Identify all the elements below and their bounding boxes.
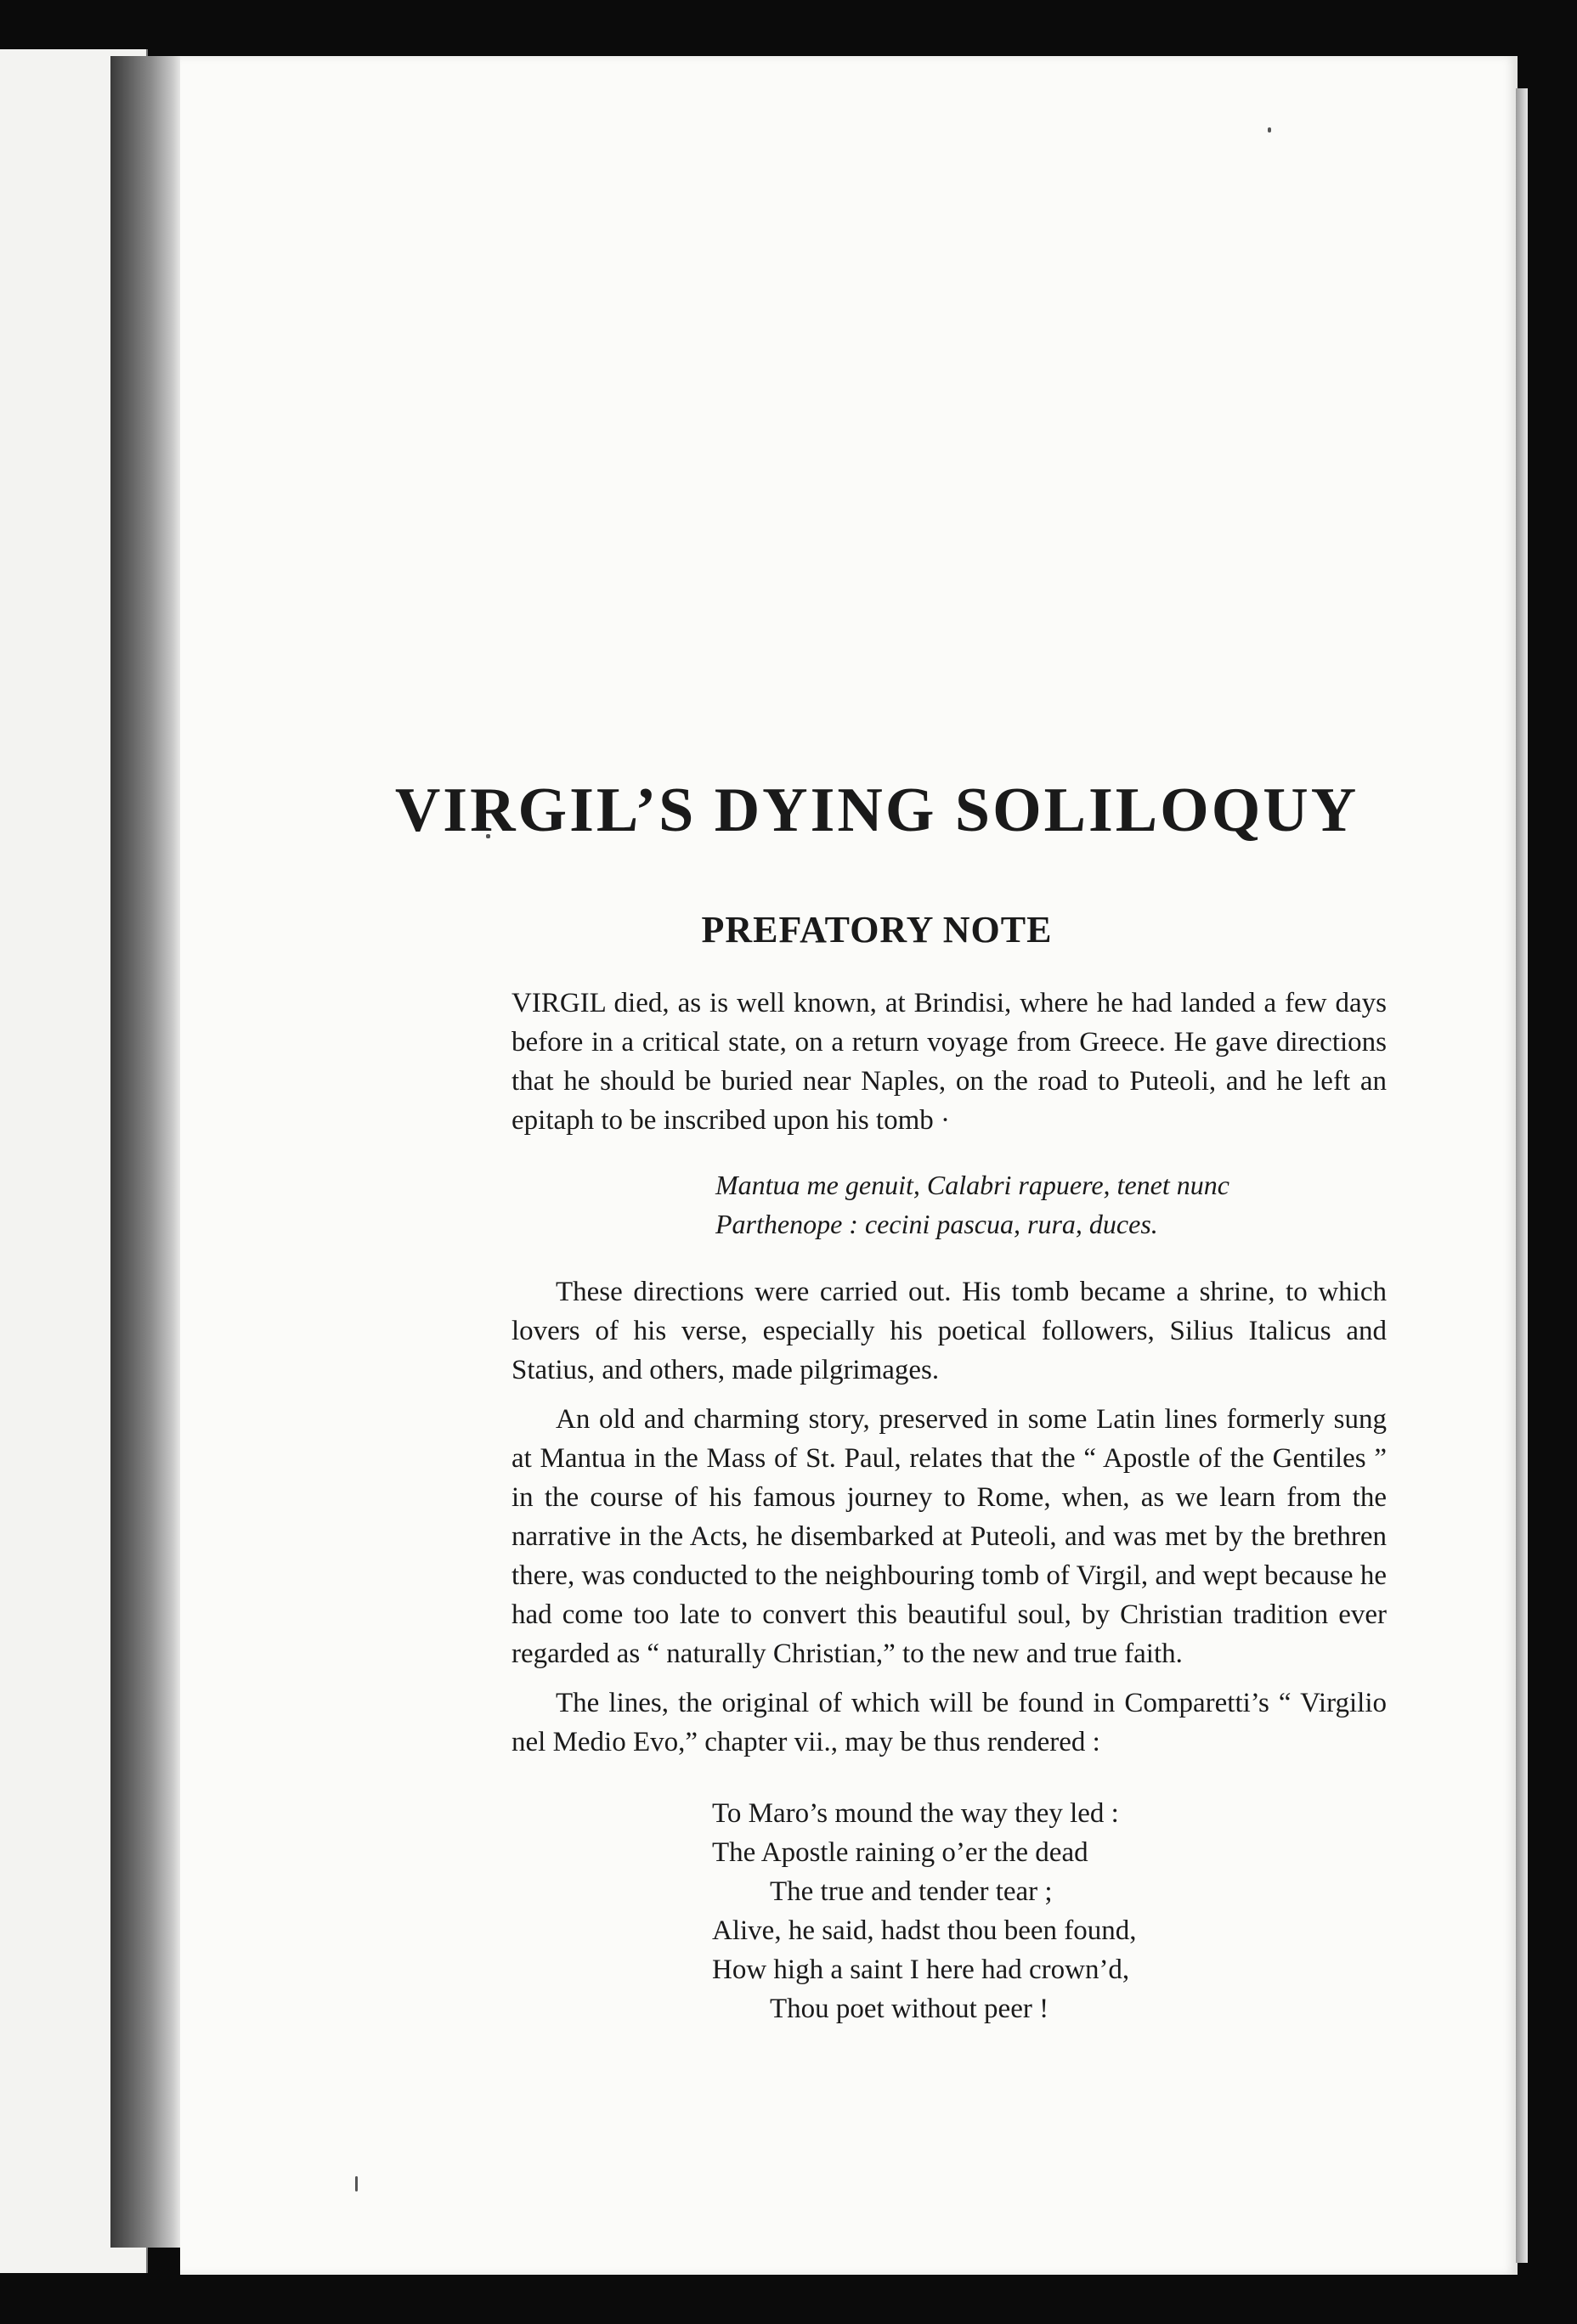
poem-line: To Maro’s mound the way they led : — [712, 1798, 1119, 1829]
poem-line: Thou poet without peer ! — [770, 1994, 1049, 2024]
dust-speck — [355, 2176, 358, 2191]
binding-gutter — [110, 56, 184, 2248]
epitaph-quote — [715, 1165, 1387, 1244]
poem-line: How high a saint I here had crown’d, — [712, 1955, 1130, 1985]
epitaph-line: Mantua me genuit, Calabri rapuere, tenet nunc — [715, 1170, 1229, 1200]
epitaph-line: Parthenope : cecini pascua, rura, duces. — [715, 1209, 1158, 1239]
section-heading: PREFATORY NOTE — [701, 909, 1053, 950]
poem-translation — [712, 1794, 1387, 2028]
dust-speck — [1268, 127, 1271, 133]
poem-line: The true and tender tear ; — [770, 1876, 1053, 1907]
book-page — [180, 56, 1518, 2275]
poem-line: Alive, he said, hadst thou been found, — [712, 1915, 1137, 1946]
prefatory-note-body — [512, 984, 1387, 2028]
paragraph-intro: VIRGIL died, as is well known, at Brindisi, where he had landed a few days before in a critical state, on a return voyage from Greece. He gave directions that he should be buried near Naples, on the road to Puteoli, and he left an epitaph to be inscribed upon his tomb · — [512, 988, 1387, 1136]
paragraph: These directions were carried out. His tomb became a shrine, to which lovers of his verse, especially his poetical followers, Silius Italicus and Statius, and others, made pilgrimages. — [512, 1277, 1387, 1385]
page-title: VIRGIL’S DYING SOLILOQUY — [394, 776, 1359, 845]
page-content — [342, 710, 1412, 2028]
paragraph: The lines, the original of which will be found in Comparetti’s “ Virgilio nel Medio Evo,” chapter vii., may be thus rendered : — [512, 1688, 1387, 1757]
paragraph: An old and charming story, preserved in some Latin lines formerly sung at Mantua in the Mass of St. Paul, relates that the “ Apostle of the Gentiles ” in the course of his famous journey to Rome, when, as we learn from the narrative in the Acts, he disembarked at Puteoli, and was met by the brethren there, was conducted to the neighbouring tomb of Virgil, and wept because he had come too late to convert this beautiful soul, by Christian tradition ever regarded as “ naturally Christian,” to the new and true faith. — [512, 1404, 1387, 1669]
poem-line: The Apostle raining o’er the dead — [712, 1837, 1088, 1868]
page-edge — [1516, 88, 1528, 2263]
